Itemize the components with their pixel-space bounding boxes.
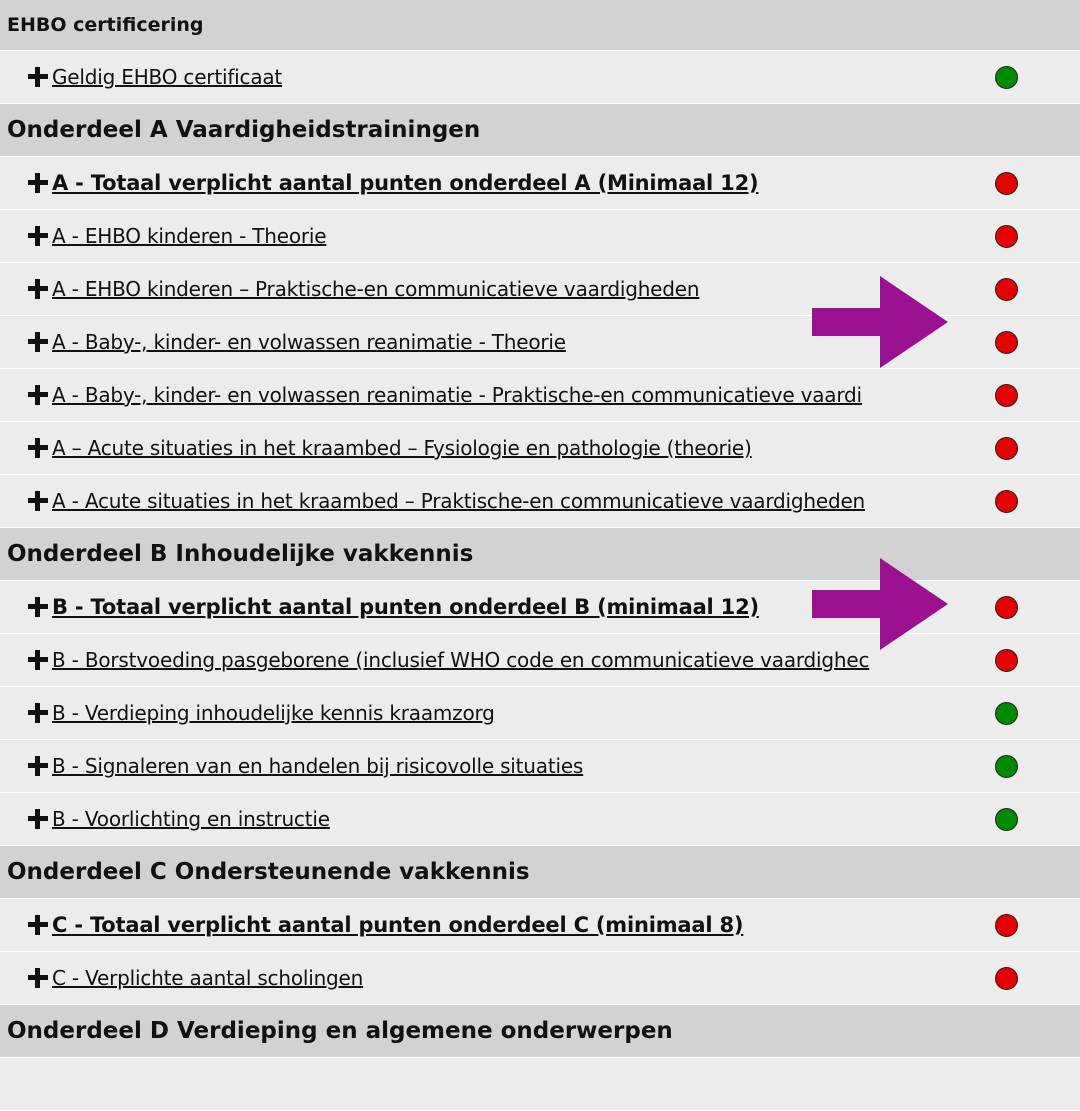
expand-plus-icon[interactable] [28,173,48,193]
requirement-link[interactable]: A - Acute situaties in het kraambed – Praktische-en communicatieve vaardigheden [52,489,866,513]
requirement-link[interactable]: B - Signaleren van en handelen bij risicovolle situaties [52,754,584,778]
requirement-link[interactable]: B - Voorlichting en instructie [52,807,330,831]
requirement-link[interactable]: A - Baby-, kinder- en volwassen reanimatie - Theorie [52,330,566,354]
expand-plus-icon[interactable] [28,332,48,352]
red-status-icon [995,967,1018,990]
list-item [0,475,1080,528]
right-arrow-icon [812,558,948,650]
section-header: Onderdeel C Ondersteunende vakkennis [0,846,1080,899]
red-status-icon [995,596,1018,619]
requirement-link[interactable]: A – Acute situaties in het kraambed – Fysiologie en pathologie (theorie) [52,436,752,460]
list-item [0,369,1080,422]
green-status-icon [995,755,1018,778]
list-item [0,157,1080,210]
section-header: Onderdeel B Inhoudelijke vakkennis [0,528,1080,581]
red-status-icon [995,384,1018,407]
expand-plus-icon[interactable] [28,385,48,405]
expand-plus-icon[interactable] [28,491,48,511]
expand-plus-icon[interactable] [28,809,48,829]
green-status-icon [995,702,1018,725]
section-header: EHBO certificering [0,0,1080,51]
requirement-link[interactable]: A - EHBO kinderen – Praktische-en communicatieve vaardigheden [52,277,700,301]
section-header: Onderdeel D Verdieping en algemene onderwerpen [0,1005,1080,1058]
red-status-icon [995,331,1018,354]
expand-plus-icon[interactable] [28,597,48,617]
expand-plus-icon[interactable] [28,756,48,776]
red-status-icon [995,490,1018,513]
list-item [0,210,1080,263]
expand-plus-icon[interactable] [28,67,48,87]
red-status-icon [995,437,1018,460]
requirement-link[interactable]: C - Totaal verplicht aantal punten onderdeel C (minimaal 8) [52,913,744,937]
list-item [0,899,1080,952]
requirement-link[interactable]: A - EHBO kinderen - Theorie [52,224,327,248]
red-status-icon [995,649,1018,672]
requirement-link[interactable]: Geldig EHBO certificaat [52,65,283,89]
red-status-icon [995,172,1018,195]
green-status-icon [995,66,1018,89]
requirement-link[interactable]: B - Totaal verplicht aantal punten onderdeel B (minimaal 12) [52,595,759,619]
list-item [0,51,1080,104]
section-header: Onderdeel A Vaardigheidstrainingen [0,104,1080,157]
requirement-link[interactable]: A - Totaal verplicht aantal punten onderdeel A (Minimaal 12) [52,171,759,195]
expand-plus-icon[interactable] [28,968,48,988]
requirement-link[interactable]: C - Verplichte aantal scholingen [52,966,364,990]
list-item [0,1058,1080,1111]
red-status-icon [995,278,1018,301]
list-item [0,422,1080,475]
requirement-link[interactable]: B - Verdieping inhoudelijke kennis kraamzorg [52,701,495,725]
list-item [0,740,1080,793]
requirement-link[interactable]: A - Baby-, kinder- en volwassen reanimatie - Praktische-en communicatieve vaardi [52,383,862,407]
expand-plus-icon[interactable] [28,438,48,458]
expand-plus-icon[interactable] [28,650,48,670]
list-item [0,793,1080,846]
expand-plus-icon[interactable] [28,915,48,935]
expand-plus-icon[interactable] [28,279,48,299]
requirement-link[interactable]: B - Borstvoeding pasgeborene (inclusief WHO code en communicatieve vaardighec [52,648,870,672]
expand-plus-icon[interactable] [28,703,48,723]
list-item [0,687,1080,740]
right-arrow-icon [812,276,948,368]
red-status-icon [995,914,1018,937]
expand-plus-icon[interactable] [28,226,48,246]
red-status-icon [995,225,1018,248]
green-status-icon [995,808,1018,831]
list-item [0,952,1080,1005]
